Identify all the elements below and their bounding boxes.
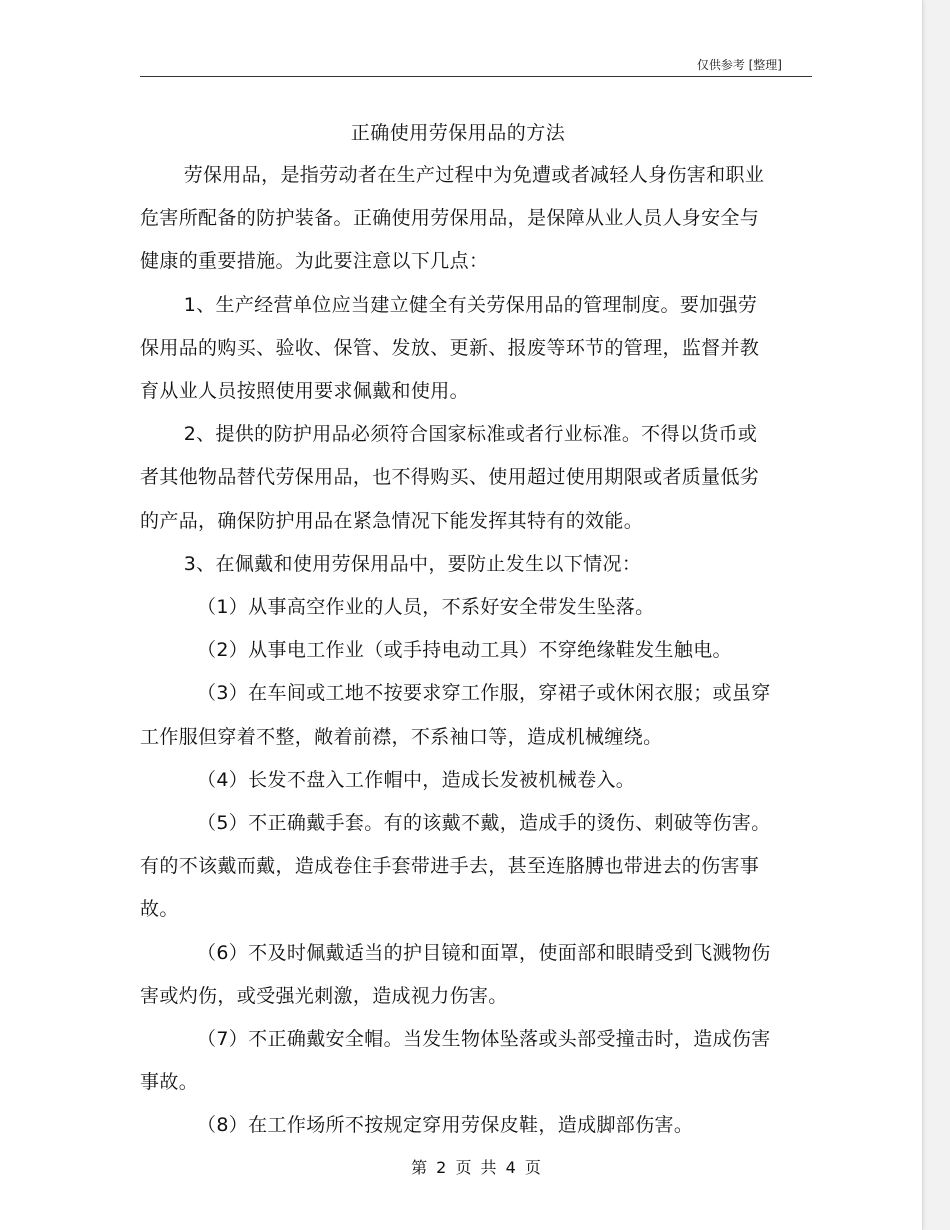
header-divider — [140, 76, 812, 77]
case-5-paragraph: （5）不正确戴手套。有的该戴不戴，造成手的烫伤、刺破等伤害。有的不该戴而戴，造成卷住手套带进手去，甚至连胳膊也带进去的伤害事故。 — [140, 812, 771, 921]
case-8-paragraph: （8）在工作场所不按规定穿用劳保皮鞋，造成脚部伤害。 — [197, 1114, 694, 1137]
case-2-paragraph: （2）从事电工作业（或手持电动工具）不穿绝缘鞋发生触电。 — [197, 639, 732, 662]
header-note: 仅供参考 [整理] — [696, 58, 782, 72]
point-3-paragraph: 3、在佩戴和使用劳保用品中，要防止发生以下情况： — [183, 552, 642, 575]
intro-paragraph: 劳保用品，是指劳动者在生产过程中为免遭或者减轻人身伤害和职业危害所配备的防护装备。正确使用劳保用品，是保障从业人员人身安全与健康的重要措施。为此要注意以下几点： — [140, 164, 765, 273]
case-1-paragraph: （1）从事高空作业的人员，不系好安全带发生坠落。 — [197, 596, 655, 619]
case-6-paragraph: （6）不及时佩戴适当的护目镜和面罩，使面部和眼睛受到飞溅物伤害或灼伤，或受强光刺激，造成视力伤害。 — [140, 941, 771, 1007]
point-2-paragraph: 2、提供的防护用品必须符合国家标准或者行业标准。不得以货币或者其他物品替代劳保用品，也不得购买、使用超过使用期限或者质量低劣的产品，确保防护用品在紧急情况下能发挥其特有的效能。 — [140, 423, 760, 532]
case-3-paragraph: （3）在车间或工地不按要求穿工作服，穿裙子或休闲衣服；或虽穿工作服但穿着不整，敞着前襟，不系袖口等，造成机械缠绕。 — [140, 682, 771, 748]
case-4-paragraph: （4）长发不盘入工作帽中，造成长发被机械卷入。 — [197, 768, 636, 791]
document-body — [140, 154, 776, 1148]
case-7-paragraph: （7）不正确戴安全帽。当发生物体坠落或头部受撞击时，造成伤害事故。 — [140, 1028, 771, 1094]
point-1-paragraph: 1、生产经营单位应当建立健全有关劳保用品的管理制度。要加强劳保用品的购买、验收、保管、发放、更新、报废等环节的管理，监督并教育从业人员按照使用要求佩戴和使用。 — [140, 293, 760, 403]
page-number: 第 2 页 共 4 页 — [411, 1158, 541, 1177]
document-title: 正确使用劳保用品的方法 — [350, 122, 566, 144]
